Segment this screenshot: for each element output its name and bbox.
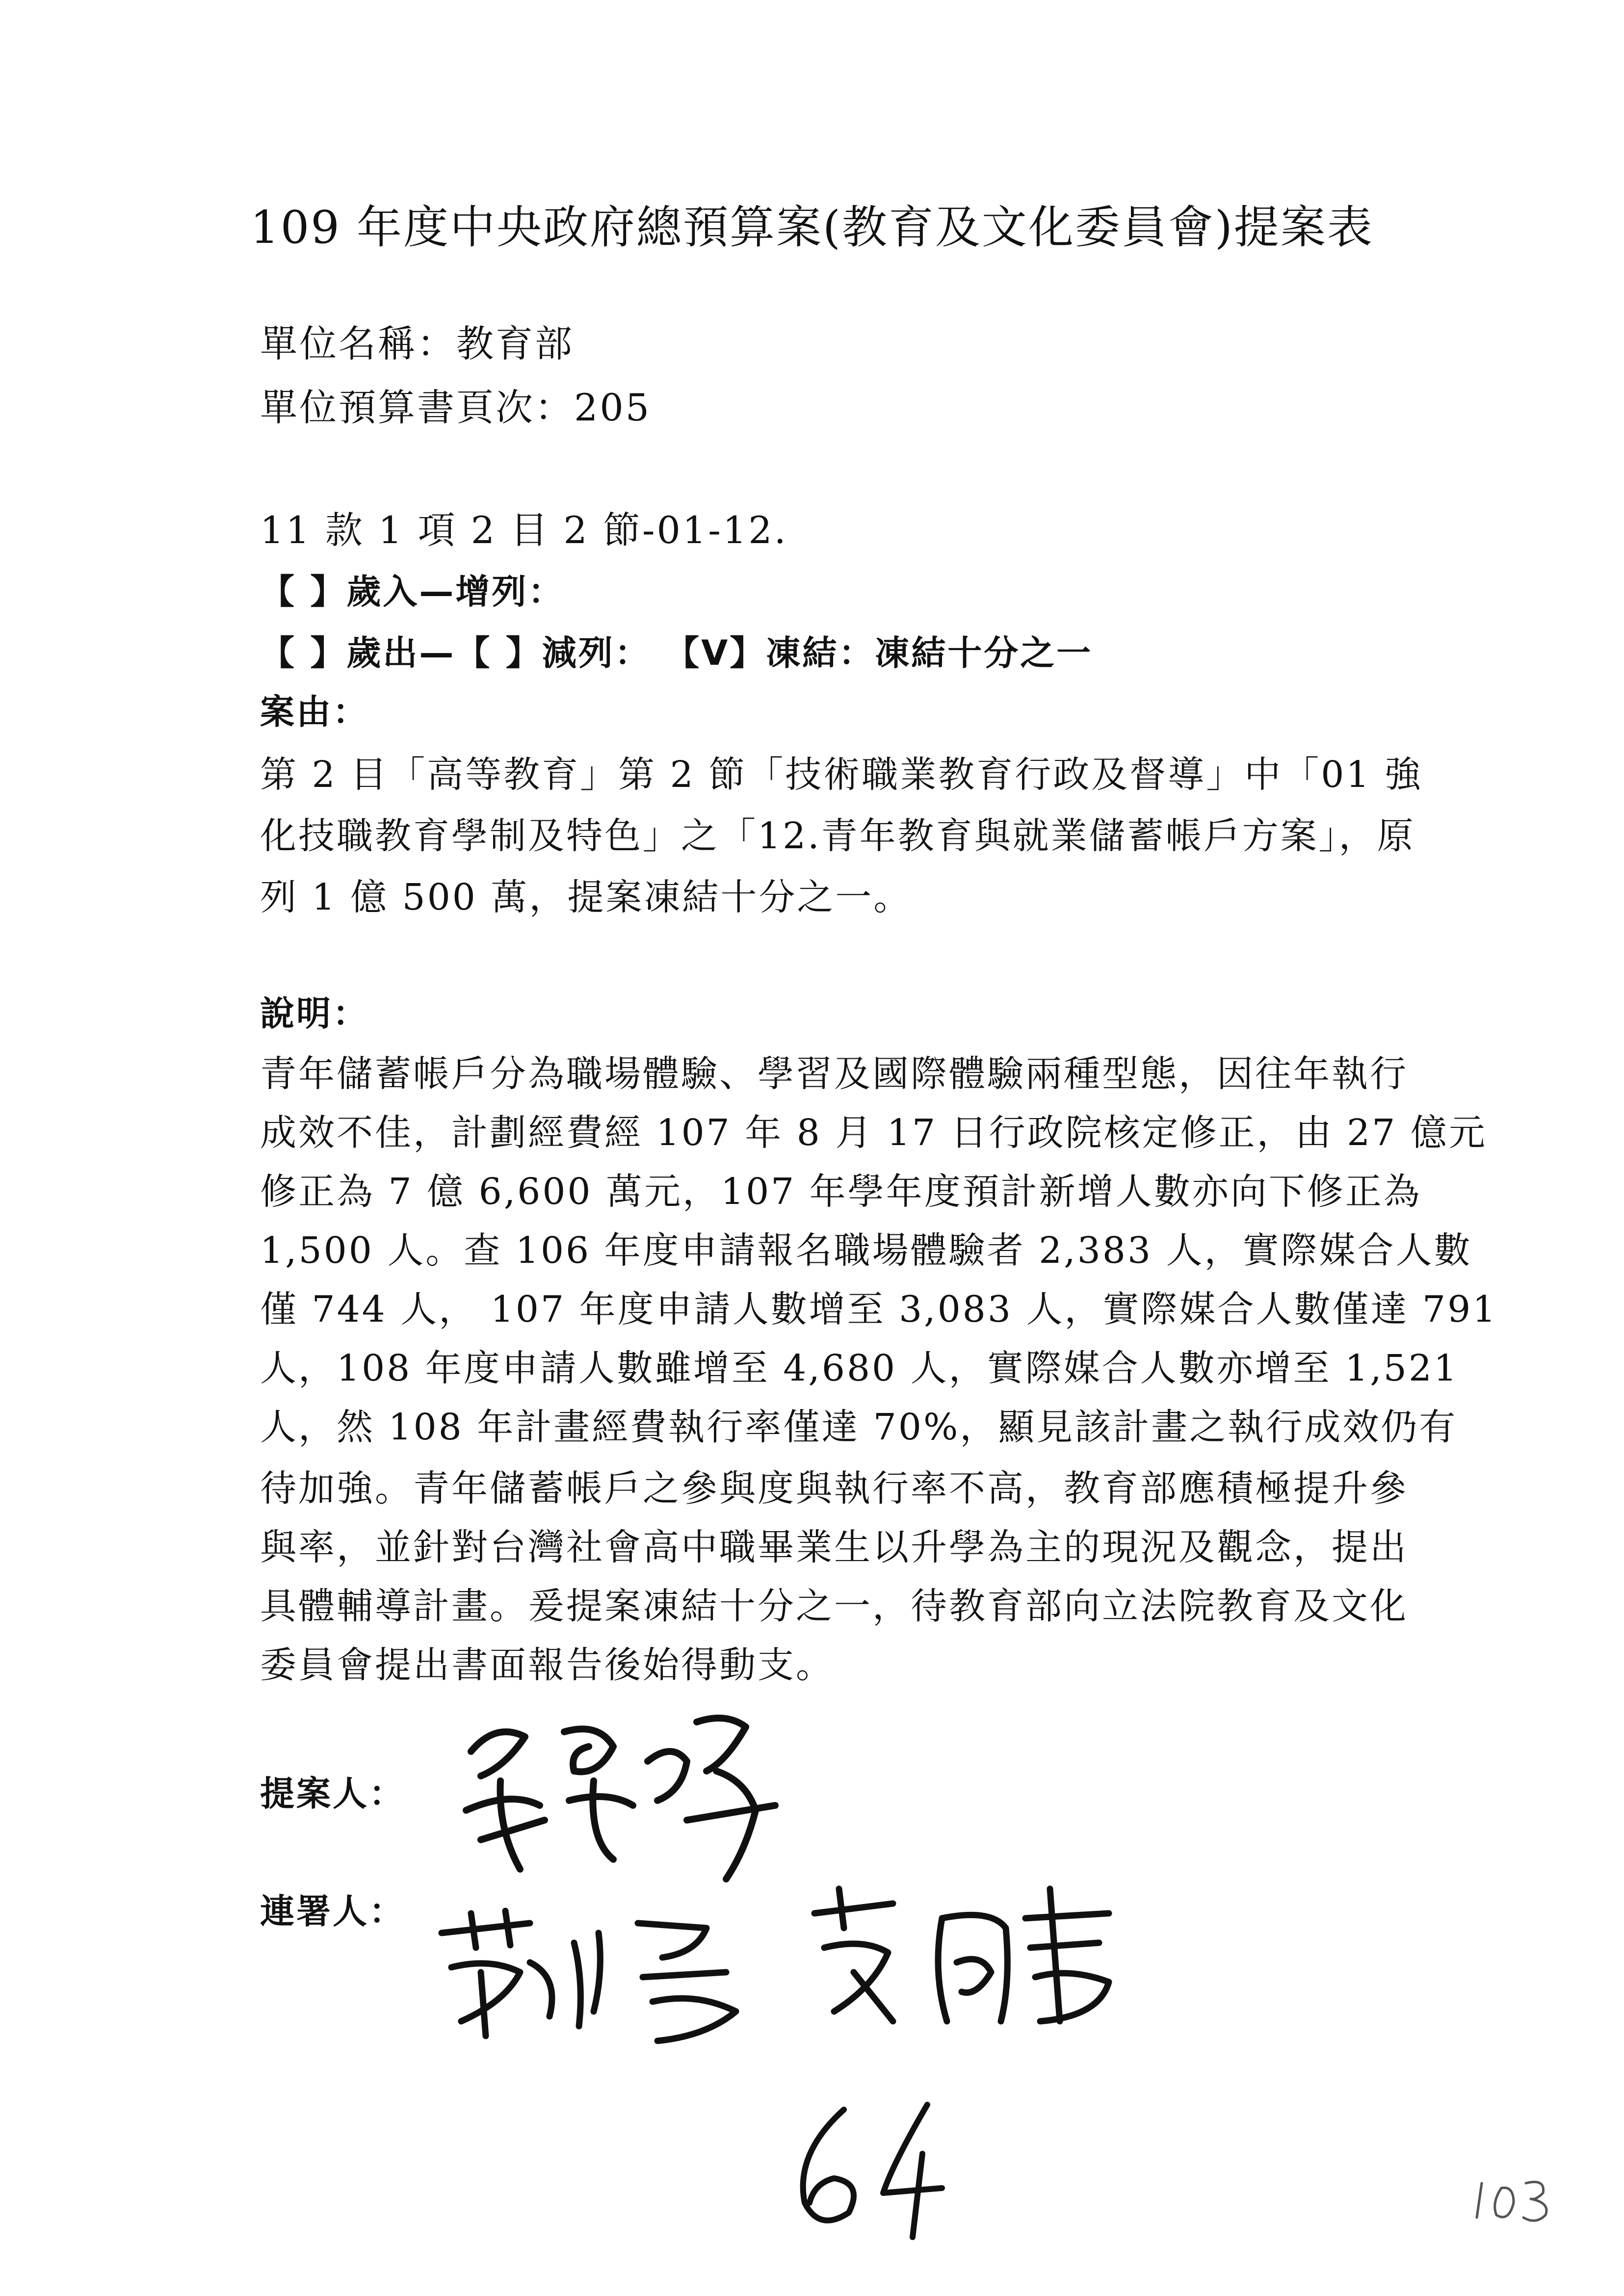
explanation-line: 成效不佳，計劃經費經 107 年 8 月 17 日行政院核定修正，由 27 億元 — [260, 1112, 1487, 1154]
unit-page-line: 單位預算書頁次：205 — [260, 386, 652, 429]
handwritten-number — [775, 2095, 962, 2242]
explanation-line: 與率，並針對台灣社會高中職畢業生以升學為主的現況及觀念，提出 — [260, 1526, 1408, 1568]
page-number — [1472, 2168, 1560, 2227]
explanation-line: 僅 744 人， 107 年度申請人數增至 3,083 人，實際媒合人數僅達 791 — [260, 1288, 1498, 1331]
reason-line: 第 2 目「高等教育」第 2 節「技術職業教育行政及督導」中「01 強 — [260, 754, 1423, 796]
reason-heading: 案由： — [260, 692, 369, 732]
cosigner-signature-1 — [432, 1904, 785, 2051]
explanation-heading: 說明： — [260, 993, 369, 1034]
explanation-line: 青年儲蓄帳戶分為職場體驗、學習及國際體驗兩種型態，因往年執行 — [260, 1053, 1408, 1095]
cosigner-label: 連署人： — [260, 1891, 405, 1931]
proposer-label: 提案人： — [260, 1774, 405, 1814]
explanation-line: 具體輔導計畫。爰提案凍結十分之一，待教育部向立法院教育及文化 — [260, 1585, 1408, 1627]
proposer-signature — [451, 1693, 854, 1899]
explanation-line: 人，108 年度申請人數雖增至 4,680 人，實際媒合人數亦增至 1,521 — [260, 1347, 1459, 1389]
reason-line: 列 1 億 500 萬，提案凍結十分之一。 — [260, 876, 912, 918]
unit-name-line: 單位名稱：教育部 — [260, 322, 574, 365]
explanation-line: 修正為 7 億 6,600 萬元，107 年學年度預計新增人數亦向下修正為 — [260, 1171, 1422, 1213]
revenue-option-line: 【 】歲入—增列： — [260, 572, 565, 612]
explanation-line: 待加強。青年儲蓄帳戶之參與度與執行率不高，教育部應積極提升參 — [260, 1467, 1408, 1510]
cosigner-signature-2 — [795, 1874, 1148, 2051]
explanation-line: 1,500 人。查 106 年度申請報名職場體驗者 2,383 人，實際媒合人數 — [260, 1229, 1472, 1272]
budget-item-line: 11 款 1 項 2 目 2 節-01-12. — [260, 508, 788, 552]
explanation-line: 委員會提出書面報告後始得動支。 — [260, 1644, 834, 1686]
reason-line: 化技職教育學制及特色」之「12.青年教育與就業儲蓄帳戶方案」，原 — [260, 815, 1415, 857]
page-title: 109 年度中央政府總預算案(教育及文化委員會)提案表 — [250, 201, 1374, 254]
expenditure-option-line: 【 】歲出—【 】減列： 【V】凍結：凍結十分之一 — [260, 633, 1093, 673]
explanation-line: 人，然 108 年計畫經費執行率僅達 70%，顯見該計畫之執行成效仍有 — [260, 1406, 1458, 1448]
